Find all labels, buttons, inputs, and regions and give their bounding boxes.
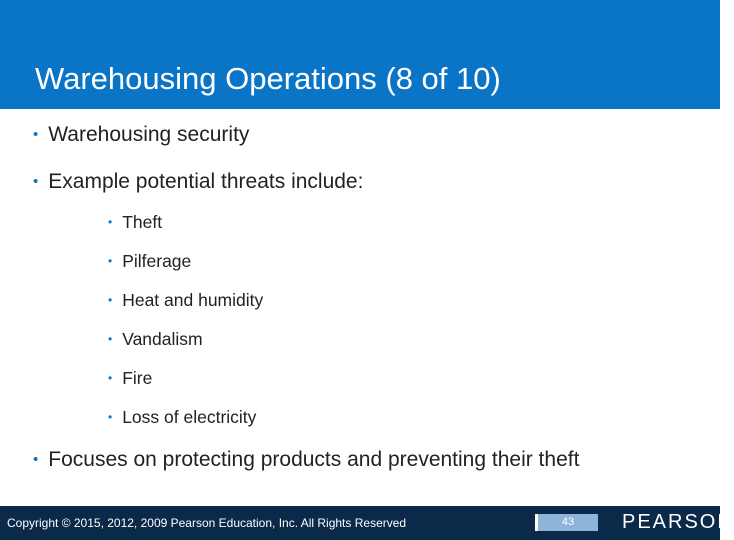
- slide-title: Warehousing Operations (8 of 10): [35, 61, 501, 96]
- bullet-dot-icon: •: [108, 293, 113, 307]
- page-number: 43: [535, 514, 598, 531]
- bullet-item: [33, 170, 363, 194]
- bullet-dot-icon: •: [108, 332, 113, 346]
- bullet-text: Example potential threats include:: [48, 170, 364, 193]
- bullet-text: Warehousing security: [48, 123, 250, 146]
- sub-bullet-item: [108, 329, 203, 350]
- bullet-dot-icon: •: [108, 371, 113, 385]
- bullet-dot-icon: •: [33, 173, 39, 190]
- bullet-dot-icon: •: [108, 215, 113, 229]
- bullet-dot-icon: •: [33, 126, 39, 143]
- sub-bullet-text: Loss of electricity: [122, 407, 257, 427]
- bullet-dot-icon: •: [108, 254, 113, 268]
- slide-header: [0, 0, 720, 109]
- bullet-item: [33, 448, 579, 472]
- copyright-text: Copyright © 2015, 2012, 2009 Pearson Education, Inc. All Rights Reserved: [7, 516, 407, 530]
- pearson-logo: PEARSON: [622, 511, 734, 533]
- bullet-dot-icon: •: [33, 451, 39, 468]
- sub-bullet-text: Fire: [122, 368, 153, 388]
- bullet-dot-icon: •: [108, 410, 113, 424]
- sub-bullet-item: [108, 290, 263, 311]
- sub-bullet-item: [108, 251, 191, 272]
- sub-bullet-text: Heat and humidity: [122, 290, 264, 310]
- sub-bullet-item: [108, 368, 152, 389]
- bullet-item: [33, 123, 249, 147]
- bullet-text: Focuses on protecting products and preventing their theft: [48, 448, 580, 471]
- sub-bullet-text: Vandalism: [122, 329, 203, 349]
- sub-bullet-item: [108, 212, 162, 233]
- slide-footer: [0, 506, 734, 540]
- sub-bullet-item: [108, 407, 256, 428]
- sub-bullet-text: Pilferage: [122, 251, 192, 271]
- sub-bullet-text: Theft: [122, 212, 163, 232]
